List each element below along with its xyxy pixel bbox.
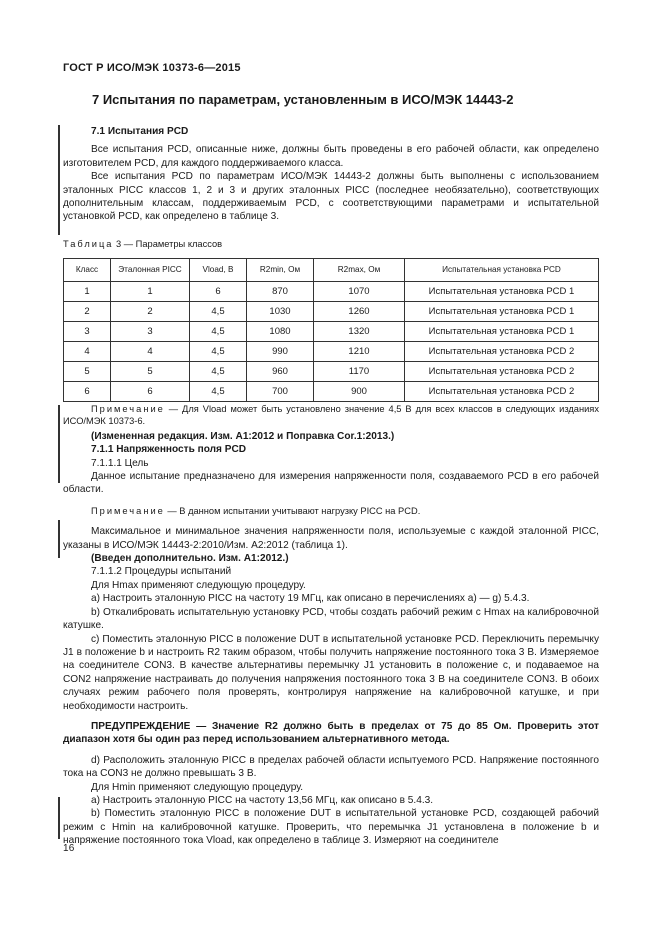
- table-row: [64, 302, 599, 322]
- table-caption: [63, 238, 599, 251]
- note-text: — Для Vload может быть установлено значение 4,5 В для всех классов в следующих изданиях ИСО/МЭК 10373-6.: [63, 404, 599, 427]
- table-cell: 4: [111, 342, 190, 362]
- warning: ПРЕДУПРЕЖДЕНИЕ — Значение R2 должно быть в пределах от 75 до 85 Ом. Проверить этот диапазон хотя бы один раз перед использованием альтернативного метода.: [63, 720, 599, 746]
- table-cell: 6: [190, 282, 247, 302]
- change-bar: [58, 520, 60, 558]
- note: [63, 505, 599, 517]
- table-cell: 990: [247, 342, 314, 362]
- paragraph: Данное испытание предназначено для измерения напряженности поля, создаваемого PCD в его рабочей области.: [63, 471, 599, 496]
- column-header: R2min, Ом: [247, 259, 314, 282]
- procedure-step: a) Настроить эталонную PICC на частоту 13,56 МГц, как описано в 5.4.3.: [91, 794, 434, 806]
- page-number: 16: [63, 843, 75, 854]
- table-row: [64, 282, 599, 302]
- table-cell: Испытательная установка PCD 1: [405, 302, 599, 322]
- table-cell: 5: [64, 362, 111, 382]
- note-text: — В данном испытании учитывают нагрузку PICC на PCD.: [167, 505, 421, 516]
- change-bar: [58, 797, 60, 839]
- amendment-note: (Измененная редакция. Изм. А1:2012 и Поправка Cor.1:2013.): [91, 430, 395, 442]
- document-header: ГОСТ Р ИСО/МЭК 10373-6—2015: [63, 62, 241, 74]
- table-container: [63, 258, 599, 402]
- paragraph: Все испытания PCD по параметрам ИСО/МЭК 14443-2 должны быть выполнены с использованием эталонных PICC классов 1, 2 и 3 и других эталонных PICC (последнее необязательно), соответствующих дополнительным классам, поддерживаемым PCD, с соответствующими параметрами и испытательной установкой PCD, как определено в таблице 3.: [63, 171, 599, 223]
- table-header-row: [64, 259, 599, 282]
- procedure-step: d) Расположить эталонную PICC в пределах рабочей области испытуемого PCD. Напряжение постоянного тока на CON3 не должно превышать 3 В.: [63, 754, 599, 780]
- table-cell: Испытательная установка PCD 2: [405, 382, 599, 402]
- table-cell: 1260: [314, 302, 405, 322]
- note-label: Примечание: [91, 404, 165, 414]
- paragraph: Для Hmax применяют следующую процедуру.: [91, 579, 306, 591]
- table-cell: 5: [111, 362, 190, 382]
- table-row: [64, 322, 599, 342]
- amendment-note: (Введен дополнительно. Изм. А1:2012.): [91, 553, 289, 565]
- clause-title: 7.1.1.1 Цель: [91, 457, 149, 469]
- table-cell: Испытательная установка PCD 2: [405, 342, 599, 362]
- table-cell: 3: [111, 322, 190, 342]
- table-cell: 1: [111, 282, 190, 302]
- subsection-title: 7.1.1 Напряженность поля PCD: [91, 444, 247, 456]
- column-header: Испытательная установка PCD: [405, 259, 599, 282]
- table-cell: 4,5: [190, 342, 247, 362]
- table-cell: 960: [247, 362, 314, 382]
- clause-title: 7.1.1.2 Процедуры испытаний: [91, 566, 232, 578]
- table-cell: Испытательная установка PCD 2: [405, 362, 599, 382]
- paragraph: Все испытания PCD, описанные ниже, должны быть проведены в его рабочей области, как определено изготовителем PCD, для каждого поддерживаемого класса.: [63, 144, 599, 169]
- table-cell: 2: [64, 302, 111, 322]
- table-cell: 1170: [314, 362, 405, 382]
- class-parameters-table: [63, 258, 599, 402]
- paragraph: Максимальное и минимальное значения напряженности поля, используемые с каждой эталонной PICC, указаны в ИСО/МЭК 14443-2:2010/Изм. А2:2012 (таблица 1).: [63, 526, 599, 551]
- table-cell: 1210: [314, 342, 405, 362]
- table-row: [64, 382, 599, 402]
- table-cell: 4,5: [190, 362, 247, 382]
- change-bar: [58, 405, 60, 483]
- column-header: R2max, Ом: [314, 259, 405, 282]
- subsection-title: 7.1 Испытания PCD: [91, 126, 189, 137]
- procedure-step: b) Откалибровать испытательную установку PCD, чтобы создать рабочий режим с Hmax на калибровочной катушке.: [63, 606, 599, 632]
- table-row: [64, 362, 599, 382]
- table-cell: 2: [111, 302, 190, 322]
- column-header: Класс: [64, 259, 111, 282]
- procedure-step: a) Настроить эталонную PICC на частоту 19 МГц, как описано в перечислениях a) — g) 5.4.3.: [91, 593, 530, 605]
- table-cell: 6: [64, 382, 111, 402]
- note: [63, 403, 599, 428]
- note-label: Примечание: [91, 505, 165, 516]
- table-cell: 1080: [247, 322, 314, 342]
- table-cell: 4,5: [190, 322, 247, 342]
- table-cell: 700: [247, 382, 314, 402]
- table-cell: 4: [64, 342, 111, 362]
- table-caption-text: 3 — Параметры классов: [116, 239, 223, 249]
- section-title: 7 Испытания по параметрам, установленным в ИСО/МЭК 14443-2: [92, 92, 514, 107]
- table-cell: 6: [111, 382, 190, 402]
- paragraph: Для Hmin применяют следующую процедуру.: [91, 781, 304, 793]
- table-cell: 1030: [247, 302, 314, 322]
- column-header: Эталонная PICC: [111, 259, 190, 282]
- table-cell: 900: [314, 382, 405, 402]
- table-cell: 4,5: [190, 302, 247, 322]
- table-cell: 1070: [314, 282, 405, 302]
- table-row: [64, 342, 599, 362]
- lower-block: [63, 403, 599, 848]
- table-cell: Испытательная установка PCD 1: [405, 282, 599, 302]
- change-bar: [58, 125, 60, 235]
- procedure-step: b) Поместить эталонную PICC в положение DUT в испытательной установке PCD, создающей рабочий режим с Hmin на калибровочной катушке. Проверить, что перемычка J1 установлена в положение b и напряжение постоянного тока Vload, как определено в таблице 3. Измеряют на соединителе: [63, 808, 599, 847]
- table-cell: 3: [64, 322, 111, 342]
- table-cell: 4,5: [190, 382, 247, 402]
- column-header: Vload, В: [190, 259, 247, 282]
- section-7-1-block: [63, 125, 599, 224]
- procedure-step: c) Поместить эталонную PICC в положение DUT в испытательной установке PCD. Переключить перемычку J1 в положение b и настроить R2 таким образом, чтобы получить напряжение постоянного тока 3 В. Измеряемое на соединителе CON3. В качестве альтернативы перемычку J1 установить в положение c, и подаваемое на CON2 напряжение настраивать до получения напряжения постоянного тока 3 В на соединителе CON3. В обоих случаях режим рабочего поля проверять, контролируя напряжение на калибровочной катушке, и при необходимости настроить.: [63, 633, 599, 712]
- table-cell: Испытательная установка PCD 1: [405, 322, 599, 342]
- table-cell: 1320: [314, 322, 405, 342]
- table-caption-label: Таблица: [63, 239, 114, 249]
- table-cell: 870: [247, 282, 314, 302]
- table-cell: 1: [64, 282, 111, 302]
